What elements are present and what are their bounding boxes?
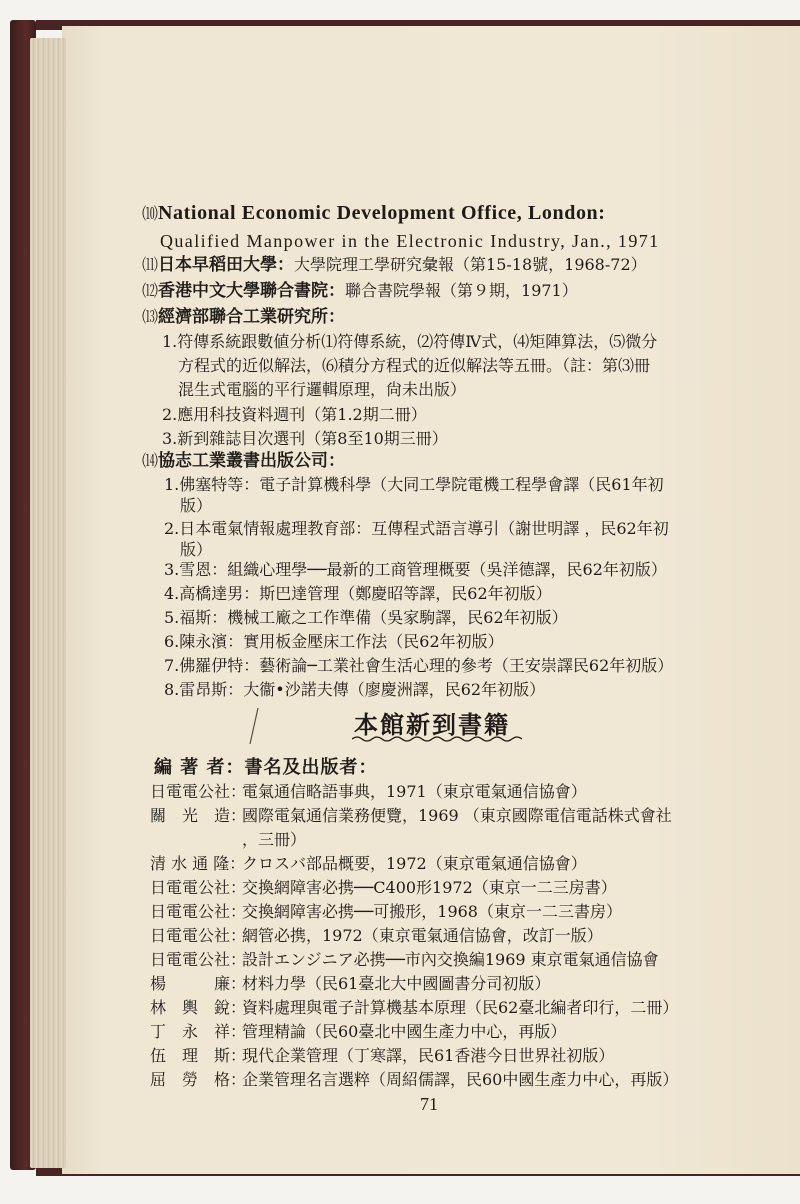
entry-org: 香港中文大學聯合書院： [158,281,346,301]
book-author: 日電電公社： [150,902,247,921]
page-number: 71 [420,1094,438,1114]
table-header [154,758,378,778]
entry-org: 協志工業叢書出版公司： [158,451,346,471]
entry-number: ⑾ [142,255,159,274]
section-title: 本館新到書籍 [354,710,510,739]
book-author: 日電電公社： [150,950,247,969]
entry-14-item: 1.佛塞特等：電子計算機科學（大同工學院電機工程學會譯（民61年初 [164,475,664,494]
book-title: 國際電氣通信業務便覽，1969 （東京國際電信電話株式會社 [242,806,672,825]
header-title: 書名及出版者： [244,757,378,778]
entry-14-item: 版） [180,540,213,559]
entry-12 [142,281,578,301]
entry-number: ⒁ [142,451,159,470]
entry-number: ⑽ [142,204,159,223]
entry-org: 經濟部聯合工業研究所： [158,307,346,327]
book-title: 網管必携，1972（東京電氣通信協會，改訂一版） [242,926,603,945]
book-author: 關 光 造： [150,806,247,825]
book-title: クロスバ部品概要，1972（東京電氣通信協會） [242,854,587,873]
entry-14-item: 5.福斯：機械工廠之工作準備（吳家駒譯，民62年初版） [164,608,568,627]
book-title: ，三冊） [242,830,307,849]
entry-number: ⒀ [142,307,159,326]
entry-detail: 大學院理工學研究彙報（第15-18號，1968-72） [294,255,647,274]
book-title: 管理精論（民60臺北中國生產力中心，再版） [242,1022,567,1041]
book-title: 設計エンジニア必携──市內交換編1969 東京電氣通信協會 [242,950,659,969]
entry-13-item: 3.新到雜誌目次選刊（第8至10期三冊） [162,429,448,448]
entry-10-detail: Qualified Manpower in the Electronic Industry, Jan., 1971 [160,231,660,251]
entry-14-item: 3.雪恩：組織心理學──最新的工商管理概要（吳洋德譯，民62年初版） [164,560,667,579]
entry-14-item: 8.雷昂斯：大衞•沙諾夫傳（廖慶洲譯，民62年初版） [164,680,546,699]
entry-14-item: 版） [180,496,213,515]
entry-13-item: 混生式電腦的平行邏輯原理，尙未出版） [178,380,467,399]
book-title: 電氣通信略語事典，1971（東京電氣通信協會） [242,782,587,801]
entry-detail: 聯合書院學報（第９期，1971） [345,281,578,300]
book-title: 交換網障害必携──可搬形，1968（東京一二三書房） [242,902,622,921]
book-author: 伍 理 斯： [150,1046,247,1065]
pen-mark [244,706,262,746]
book-author: 日電電公社： [150,926,247,945]
entry-10 [142,203,606,224]
book-author: 日電電公社： [150,878,247,897]
entry-13-item: 2.應用科技資料週刊（第1.2期二冊） [162,405,427,424]
entry-13-item: 1.符傳系統跟數値分析⑴符傳系統，⑵符傳Ⅳ式，⑷矩陣算法，⑸微分 [162,332,658,351]
entry-13-item: 方程式的近似解法，⑹積分方程式的近似解法等五冊。（註：第⑶冊 [178,356,651,375]
entry-14 [142,451,345,471]
header-author: 編 著 者： [154,757,245,778]
wavy-underline [352,735,522,743]
book-author: 楊 廉： [150,974,247,993]
entry-14-item: 2.日本電氣情報處理教育部：互傳程式語言導引（謝世明譯 ，民62年初 [164,519,669,538]
entry-11 [142,255,647,275]
book-author: 丁 永 祥： [150,1022,247,1041]
entry-14-item: 6.陳永濱：實用板金壓床工作法（民62年初版） [164,632,504,651]
entry-number: ⑿ [142,281,159,300]
book-title: 企業管理名言選粹（周紹儒譯，民60中國生產力中心，再版） [242,1070,679,1089]
book-title: 現代企業管理（丁寒譯，民61香港今日世界社初版） [242,1046,615,1065]
entry-org: 日本早稻田大學： [158,255,295,275]
book-author: 日電電公社： [150,782,247,801]
entry-13 [142,307,345,327]
entry-14-item: 7.佛羅伊特：藝術論─工業社會生活心理的參考（王安崇譯民62年初版） [164,656,674,675]
book-title: 資料處理與電子計算機基本原理（民62臺北編者印行，二冊） [242,998,679,1017]
book-author: 屈 勞 格： [150,1070,247,1089]
book-author: 林 輿 銳： [150,998,247,1017]
entry-org: National Economic Development Office, London: [158,202,606,224]
book-title: 材料力學（民61臺北大中國圖書分司初版） [242,974,551,993]
book-author: 清 水 通 隆： [150,854,246,873]
entry-14-item: 4.高橋達男：斯巴達管理（鄭慶昭等譯，民62年初版） [164,584,552,603]
book-title: 交換網障害必携──C400形1972（東京一二三房書） [242,878,617,897]
